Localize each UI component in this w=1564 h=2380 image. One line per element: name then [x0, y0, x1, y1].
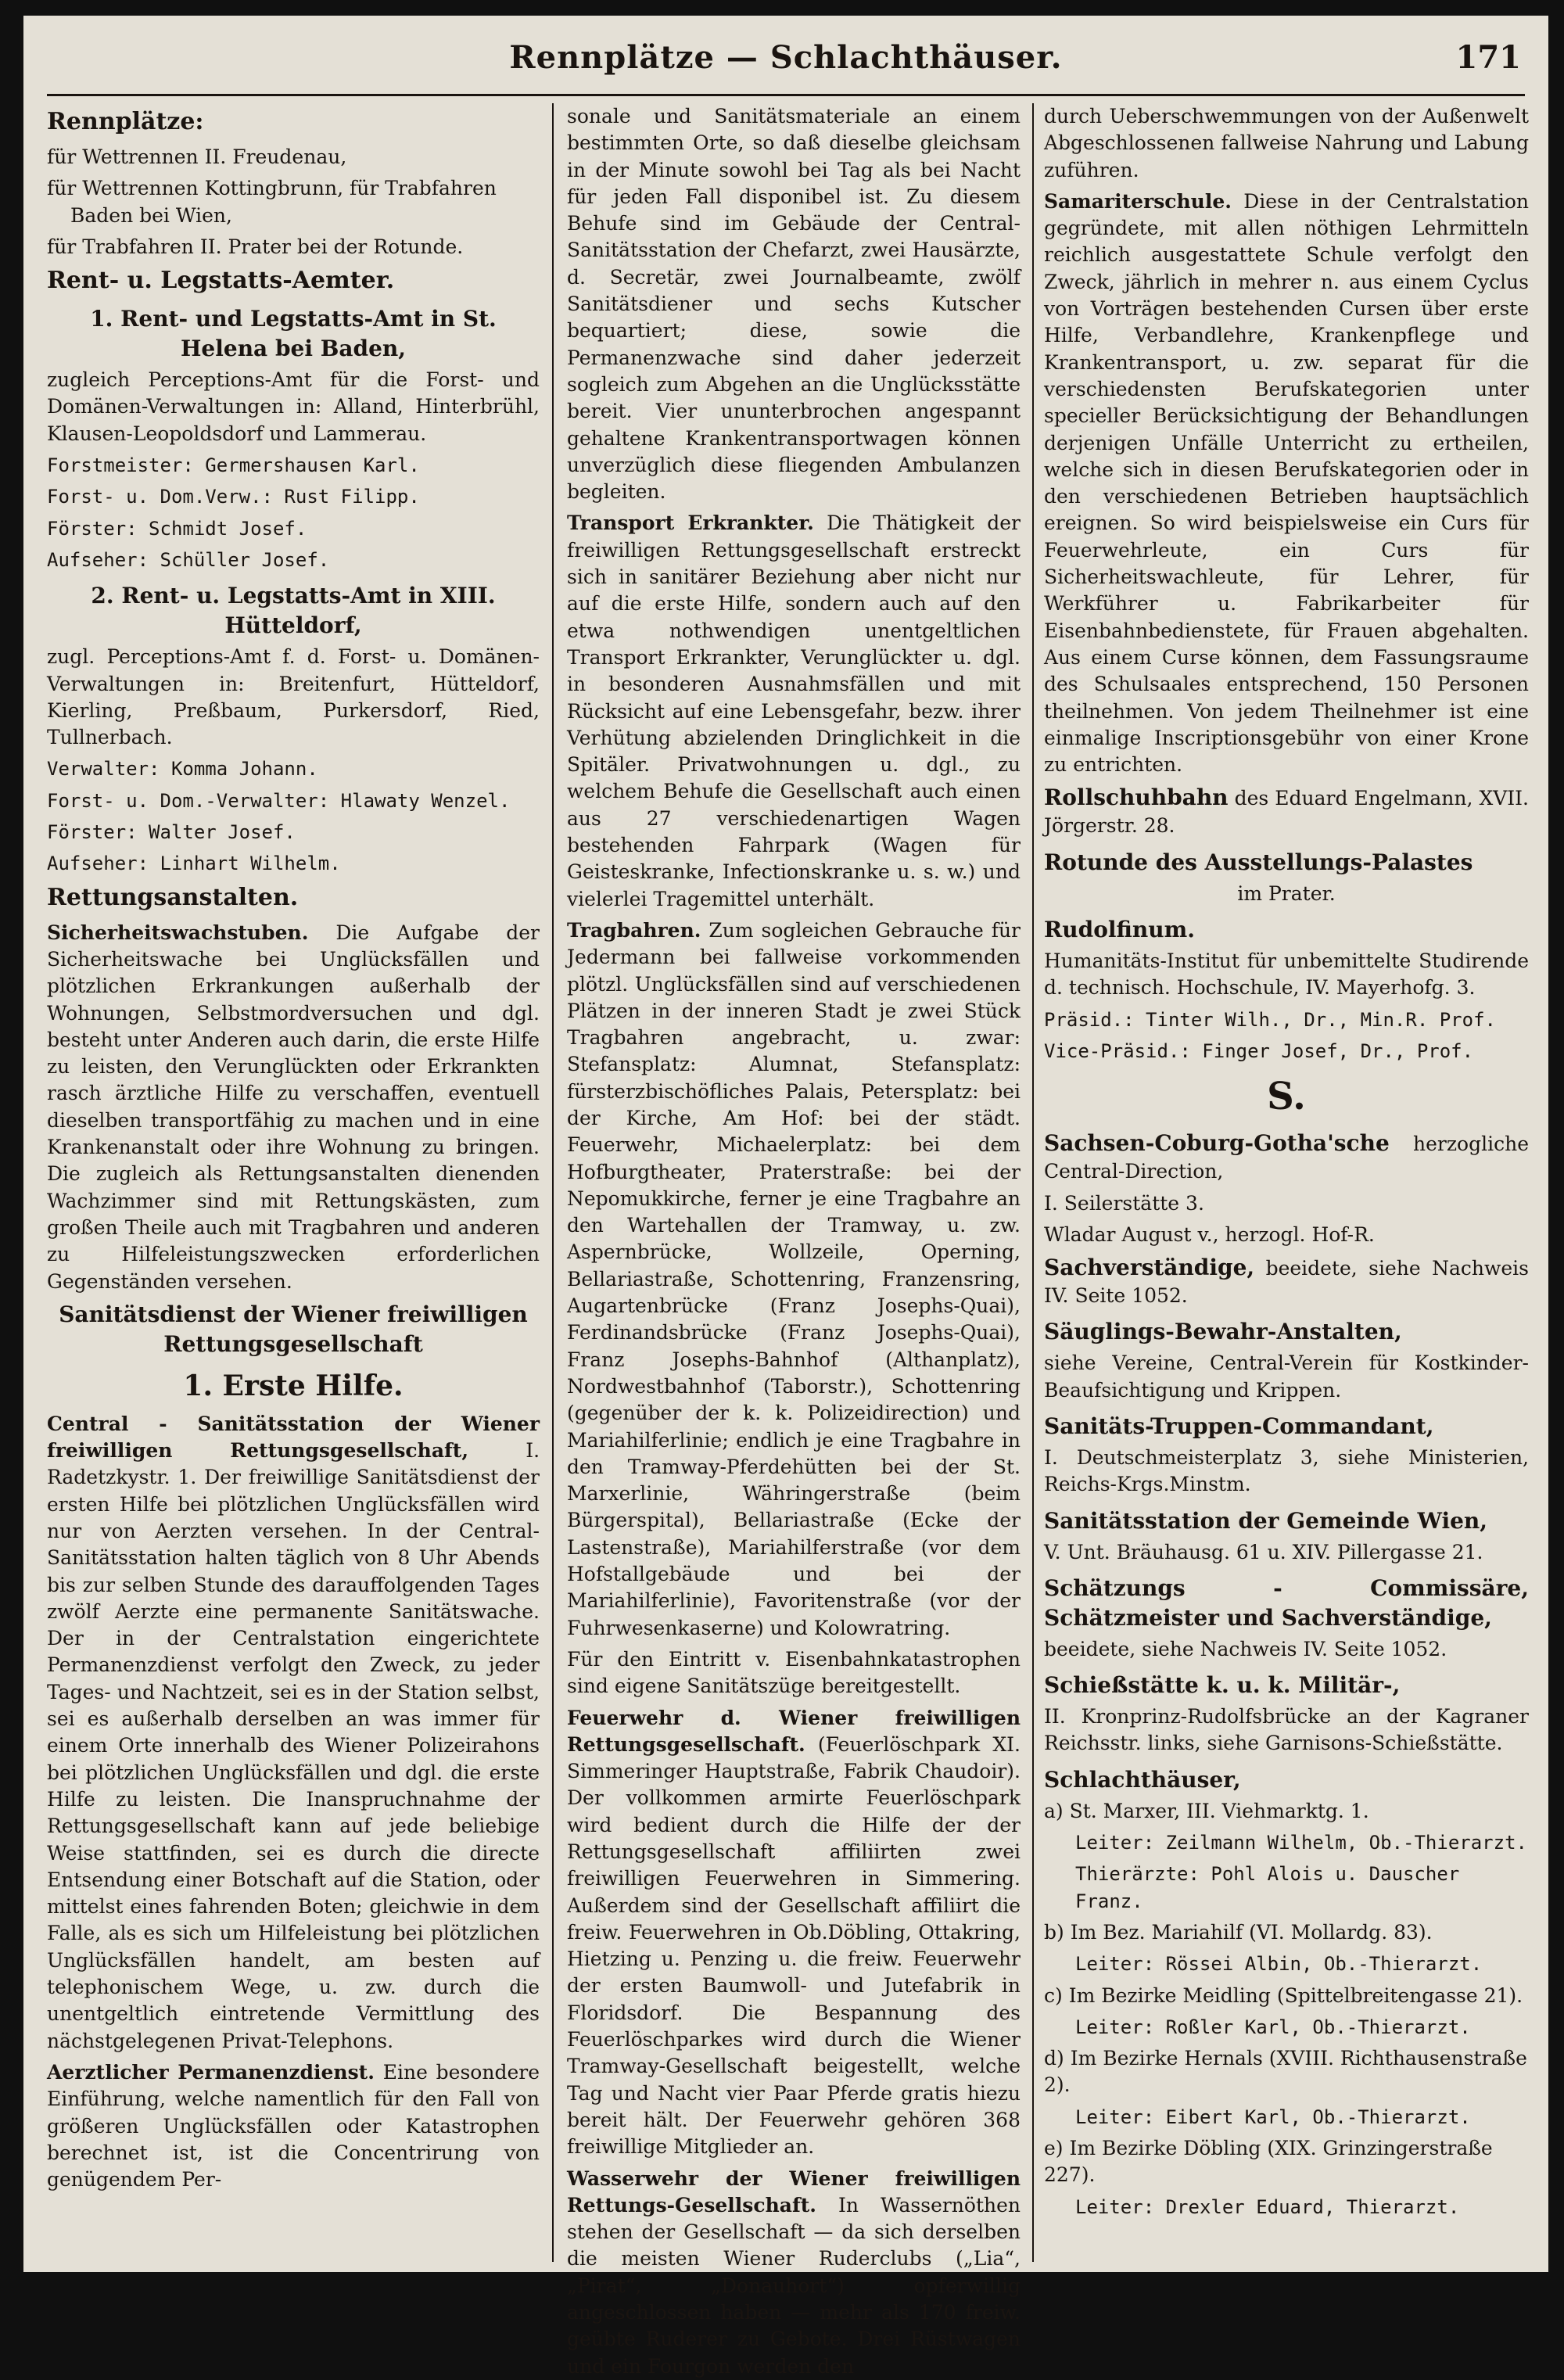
list-item: Thierärzte: Pohl Alois u. Dauscher Franz.: [1075, 1863, 1460, 1912]
entry-text: herzogliche Central-Direction,: [1044, 1133, 1529, 1183]
subsection-title: 1. Erste Hilfe.: [183, 1369, 404, 1402]
entry-text: V. Unt. Bräuhausg. 61 u. XIV. Pillergasse 21.: [1044, 1540, 1483, 1563]
section-title: Rennplätze:: [47, 108, 204, 135]
entry-text: Die Aufgabe der Sicherheitswache bei Unglücksfällen und plötzlichen Erkrankungen außerhalb der Wohnungen, Selbstmordversuchen und dgl. besteht unter Anderen auch darin, die erste Hilfe zu leisten, den Verunglückten oder Erkrankten rasch ärztliche Hilfe zu verschaffen, eventuell dieselben transportfähig zu machen und in eine Krankenanstalt oder ihre Wohnung zu bringen. Die zugleich als Rettungsanstalten dienenden Wachzimmer sind mit Rettungskästen, zum großen Theile auch mit Tragbahren und anderen zu Hilfeleistungszwecken erforderlichen Gegenständen versehen.: [47, 921, 540, 1293]
entry-paragraph: [47, 2059, 540, 2193]
entry-text: I. Deutschmeisterplatz 3, siehe Ministerien, Reichs-Krgs.Minstm.: [1044, 1445, 1529, 1496]
staff-line: Forstmeister: Germershausen Karl.: [47, 454, 420, 477]
list-item: für Trabfahren II. Prater bei der Rotunde.: [47, 235, 464, 258]
staff-line: Förster: Schmidt Josef.: [47, 517, 307, 540]
list-item: d) Im Bezirke Hernals (XVIII. Richthausenstraße 2).: [1044, 2047, 1527, 2097]
entry-paragraph: [567, 1705, 1021, 2161]
entry-text: sonale und Sanitätsmateriale an einem bestimmten Orte, so daß dieselbe gleichsam in der Minute sowohl bei Tag als bei Nacht für jeden Fall disponibel ist. Zu diesem Behufe sind im Gebäude der Central-Sanitätsstation der Chefarzt, zwei Hausärzte, d. Secretär, zwei Journalbeamte, zwölf Sanitätsdiener und sechs Kutscher bequartiert; diese, sowie die Permanenzwache sind daher jederzeit sogleich zum Abgehen an die Unglücksstätte bereit. Vier ununterbrochen angespannt gehaltene Krankentransportwagen können unverzüglich diese fliegenden Ambulanzen begleiten.: [567, 105, 1021, 504]
entry-paragraph: [1044, 1129, 1529, 1185]
entry-text: zugleich Perceptions-Amt für die Forst- und Domänen-Verwaltungen in: Alland, Hinterbrühl, Klausen-Leopoldsdorf und Lammerau.: [47, 368, 540, 445]
entry-line: Wladar August v., herzogl. Hof-R.: [1044, 1222, 1375, 1246]
entry-heading: Central - Sanitätsstation der Wiener freiwilligen Rettungsgesellschaft,: [47, 1412, 540, 1463]
entry-heading: Sanitäts-Truppen-Commandant,: [1044, 1413, 1434, 1439]
list-item: Leiter: Eibert Karl, Ob.-Thierarzt.: [1075, 2105, 1471, 2128]
list-item: e) Im Bezirke Döbling (XIX. Grinzingerstraße 227).: [1044, 2137, 1493, 2187]
list-item: Leiter: Zeilmann Wilhelm, Ob.-Thierarzt.: [1075, 1832, 1527, 1854]
entry-heading: Sachsen-Coburg-Gotha'sche: [1044, 1130, 1390, 1157]
entry-heading: 2. Rent- u. Legstatts-Amt in XIII. Hütteldorf,: [91, 583, 496, 639]
section-title: Rettungsanstalten.: [47, 883, 299, 911]
entry-heading: Tragbahren.: [567, 918, 701, 942]
staff-line: Verwalter: Komma Johann.: [47, 758, 318, 781]
entry-text: I. Radetzkystr. 1. Der freiwillige Sanitätsdienst der ersten Hilfe bei plötzlichen Unglücksfällen wird nur von Aerzten versehen. In der Central-Sanitätsstation halten täglich von 8 Uhr Abends bis zur selben Stunde des darauffolgenden Tages zwölf Aerzte eine permanente Sanitätswache. Der in der Centralstation eingerichtete Permanenzdienst verfolgt den Zweck, zu jeder Tages- und Nachtzeit, sei es in der Station selbst, sei es außerhalb derselben an was immer für einem Orte innerhalb des Wiener Polizeirahons bei plötzlichen Unglücksfällen und dgl. die erste Hilfe zu leisten. Die Inanspruchnahme der Rettungsgesellschaft kann auf jede beliebige Weise stattfinden, sei es durch die directe Entsendung einer Botschaft auf die Station, oder mittelst eines fahrenden Boten; gleichwie in dem Falle, als es sich um Hilfeleistung bei plötzlichen Unglücksfällen handelt, am besten auf telephonischem Wege, u. zw. durch die unentgeltlich eintretende Vermittlung des nächstgelegenen Privat-Telephons.: [47, 1439, 540, 2052]
entry-text: siehe Vereine, Central-Verein für Kostkinder-Beaufsichtigung und Krippen.: [1044, 1352, 1529, 1402]
list-item: Leiter: Rössei Albin, Ob.-Thierarzt.: [1075, 1953, 1483, 1976]
entry-heading: Feuerwehr d. Wiener freiwilligen Rettungsgesellschaft.: [567, 1706, 1021, 1756]
entry-heading: Rollschuhbahn: [1044, 784, 1229, 811]
entry-text: Eine besondere Einführung, welche namentlich für den Fall von größeren Unglücksfällen oder Katastrophen berechnet ist, ist die Concentrirung von genügendem Per-: [47, 2060, 540, 2192]
entry-heading: Schätzungs - Commissäre, Schätzmeister und Sachverständige,: [1044, 1574, 1529, 1631]
column-right: [1044, 103, 1529, 2262]
entry-text: II. Kronprinz-Rudolfsbrücke an der Kagraner Reichsstr. links, siehe Garnisons-Schießstätte.: [1044, 1705, 1529, 1755]
entry-paragraph: [1044, 1253, 1529, 1309]
staff-line: Vice-Präsid.: Finger Josef, Dr., Prof.: [1044, 1039, 1474, 1062]
column-divider-right: [1032, 103, 1034, 2262]
entry-heading: 1. Rent- und Legstatts-Amt in St. Helena bei Baden,: [90, 306, 497, 362]
entry-text: Zum sogleichen Gebrauche für Jedermann bei fallweise vorkommenden plötzl. Unglücksfällen sind auf verschiedenen Plätzen in der inneren Stadt je zwei Stück Tragbahren angebracht, u. zwar: Stefansplatz: Alumnat, Stefansplatz: fürsterzbischöfliches Palais, Petersplatz: bei der Kirche, Am Hof: bei der städt. Feuerwehr, Michaelerplatz: bei dem Hofburgtheater, Praterstraße: bei der Nepomukkirche, ferner je eine Tragbahre an den Wartehallen der Tramway, u. zw. Aspernbrücke, Wollzeile, Operning, Bellariastraße, Schottenring, Franzensring, Augartenbrücke (Franz Josephs-Quai), Ferdinandsbrücke (Franz Josephs-Quai), Franz Josephs-Bahnhof (Althanplatz), Nordwestbahnhof (Taborstr.), Schottenring (gegenüber der k. k. Polizeidirection) und Mariahilferlinie; endlich je eine Tragbahre in den Tramway-Pferdehütten bei der St. Marxerlinie, Währingerstraße (beim Bürgerspital), Bellariastraße (Ecke der Lastenstraße), Mariahilferstraße (vor dem Hofstallgebäude und bei der Mariahilferlinie), Favoritenstraße (vor der Fuhrwesenkaserne) und Kolowratring.: [567, 918, 1021, 1639]
entry-text: (Feuerlöschpark XI. Simmeringer Hauptstraße, Fabrik Chaudoir). Der vollkommen armirte Feuerlöschpark wird bedient durch die Hilfe der der Rettungsgesellschaft affiliirten zwei freiwilligen Feuerwehren in Simmering. Außerdem sind der Gesellschaft affiliirt die freiw. Feuerwehren in Ob.Döbling, Ottakring, Hietzing u. Penzing u. die freiw. Feuerwehr der ersten Baumwoll- und Jutefabrik in Floridsdorf. Die Bespannung des Feuerlöschparkes wird durch die Wiener Tramway-Gesellschaft beigestellt, welche Tag und Nacht vier Paar Pferde gratis hiezu bereit hält. Der Feuerwehr gehören 368 freiwillige Mitglieder an.: [567, 1732, 1021, 2159]
staff-line: Aufseher: Schüller Josef.: [47, 548, 330, 571]
entry-text: im Prater.: [1237, 881, 1336, 905]
entry-heading: Wasserwehr der Wiener freiwilligen Rettungs-Gesellschaft.: [567, 2166, 1021, 2217]
entry-paragraph: [47, 1411, 540, 2055]
entry-heading: Schlachthäuser,: [1044, 1766, 1241, 1793]
column-left: [47, 103, 540, 2262]
running-head: Rennplätze — Schlachthäuser.: [509, 39, 1063, 76]
entry-text: beeidete, siehe Nachweis IV. Seite 1052.: [1044, 1637, 1447, 1660]
list-item: c) Im Bezirke Meidling (Spittelbreitengasse 21).: [1044, 1983, 1523, 2007]
page-number: 171: [1455, 39, 1521, 76]
column-divider-left: [552, 103, 554, 2262]
column-middle: [567, 103, 1021, 2378]
section-title: Rent- u. Legstatts-Aemter.: [47, 267, 395, 295]
entry-text: Für den Eintritt v. Eisenbahnkatastrophen sind eigene Sanitätszüge bereitgestellt.: [567, 1647, 1021, 1698]
entry-text: In Wassernöthen stehen der Gesellschaft — da sich derselben die meisten Wiener Ruderclubs („Lia“, „Pirat“, „Donauhort“) opferwillig angeschlossen haben — mehr als 170 freiw. geübte Ruderer zu Gebote. Drei Rüstwagen und ein Fourgon werden den: [567, 2193, 1021, 2378]
list-item: für Wettrennen II. Freudenau,: [47, 145, 347, 168]
entry-paragraph: [567, 2166, 1021, 2380]
list-item: Leiter: Roßler Karl, Ob.-Thierarzt.: [1075, 2016, 1471, 2038]
entry-text: Die Thätigkeit der freiwilligen Rettungsgesellschaft erstreckt sich in sanitärer Beziehung aber nicht nur auf die erste Hilfe, sondern auch auf den etwa nothwendigen unentgeltlichen Transport Erkrankter, Verunglückter u. dgl. in besonderen Ausnahmsfällen und mit Rücksicht auf eine Lebensgefahr, bezw. ihrer Verhütung abzielenden Dringlichkeit in die Spitäler. Privatwohnungen u. dgl., zu welchem Behufe die Gesellschaft auch einen aus 27 verschiedenartigen Wagen bestehenden Fahrpark (Wagen für Geisteskranke, Infectionskranke u. s. w.) und vielerlei Tragemittel unterhält.: [567, 512, 1021, 910]
subsection-title: Sanitätsdienst der Wiener freiwilligen Rettungsgesellschaft: [59, 1301, 528, 1357]
entry-heading: Säuglings-Bewahr-Anstalten,: [1044, 1319, 1402, 1345]
entry-heading: Aerztlicher Permanenzdienst.: [47, 2060, 375, 2084]
book-page: [23, 16, 1548, 2378]
entry-heading: Rotunde des Ausstellungs-Palastes: [1044, 849, 1473, 875]
entry-text: zugl. Perceptions-Amt f. d. Forst- u. Domänen-Verwaltungen in: Breitenfurt, Hütteldorf, Kierling, Preßbaum, Purkersdorf, Ried, Tullnerbach.: [47, 645, 540, 749]
entry-line: I. Seilerstätte 3.: [1044, 1191, 1204, 1215]
entry-text: des Eduard Engelmann, XVII. Jörgerstr. 28.: [1044, 787, 1529, 838]
list-item: a) St. Marxer, III. Viehmarktg. 1.: [1044, 1799, 1369, 1822]
entry-heading: Sachverständige,: [1044, 1255, 1255, 1281]
list-item: b) Im Bez. Mariahilf (VI. Mollardg. 83).: [1044, 1920, 1433, 1944]
entry-paragraph: [47, 920, 540, 1295]
entry-heading: Schießstätte k. u. k. Militär-,: [1044, 1672, 1401, 1699]
entry-paragraph: [567, 917, 1021, 1642]
entry-heading: Transport Erkrankter.: [567, 512, 814, 535]
entry-paragraph: [1044, 783, 1529, 839]
entry-heading: Rudolfinum.: [1044, 917, 1195, 943]
staff-line: Förster: Walter Josef.: [47, 821, 296, 844]
list-item: für Wettrennen Kottingbrunn, für Trabfahren Baden bei Wien,: [47, 177, 497, 227]
entry-text: durch Ueberschwemmungen von der Außenwelt Abgeschlossenen fallweise Nahrung und Labung zuführen.: [1044, 105, 1529, 181]
list-item: Leiter: Drexler Eduard, Thierarzt.: [1075, 2195, 1460, 2218]
letter-divider: S.: [1267, 1075, 1306, 1119]
entry-paragraph: [1044, 188, 1529, 779]
staff-line: Forst- u. Dom.-Verwalter: Hlawaty Wenzel.: [47, 789, 511, 812]
header-rule: [47, 94, 1525, 96]
entry-text: Diese in der Centralstation gegründete, mit allen nöthigen Lehrmitteln reichlich ausgestattete Schule verfolgt den Zweck, jährlich in mehrer n. aus einem Cyclus von Vorträgen bestehenden Cursen über erste Hilfe, Verbandlehre, Krankenpflege und Krankentransport, u. zw. separat für die verschiedensten Berufskategorien unter specieller Berücksichtigung der Behandlungen derjenigen Unfälle Unterricht zu ertheilen, welche sich in diesen Berufskategorien oder in den verschiedenen Betrieben hauptsächlich ereignen. So wird beispielsweise ein Curs für Feuerwehrleute, ein Curs für Sicherheitswachleute, für Lehrer, für Werkführer u. Fabrikarbeiter für Eisenbahnbedienstete, für Frauen abgehalten. Aus einem Curse können, dem Fassungsraume des Schulsaales entsprechend, 150 Personen theilnehmen. Von jedem Theilnehmer ist eine einmalige Inscriptionsgebühr von einer Krone zu entrichten.: [1044, 189, 1530, 777]
entry-text: Humanitäts-Institut für unbemittelte Studirende d. technisch. Hochschule, IV. Mayerhofg. 3.: [1044, 949, 1529, 1000]
entry-text: beeidete, siehe Nachweis IV. Seite 1052.: [1044, 1257, 1529, 1308]
entry-heading: Sanitätsstation der Gemeinde Wien,: [1044, 1507, 1488, 1534]
staff-line: Aufseher: Linhart Wilhelm.: [47, 853, 341, 875]
entry-paragraph: [567, 510, 1021, 912]
entry-heading: Samariterschule.: [1044, 189, 1232, 213]
staff-line: Präsid.: Tinter Wilh., Dr., Min.R. Prof.: [1044, 1008, 1496, 1031]
staff-line: Forst- u. Dom.Verw.: Rust Filipp.: [47, 486, 420, 508]
entry-heading: Sicherheitswachstuben.: [47, 921, 309, 944]
